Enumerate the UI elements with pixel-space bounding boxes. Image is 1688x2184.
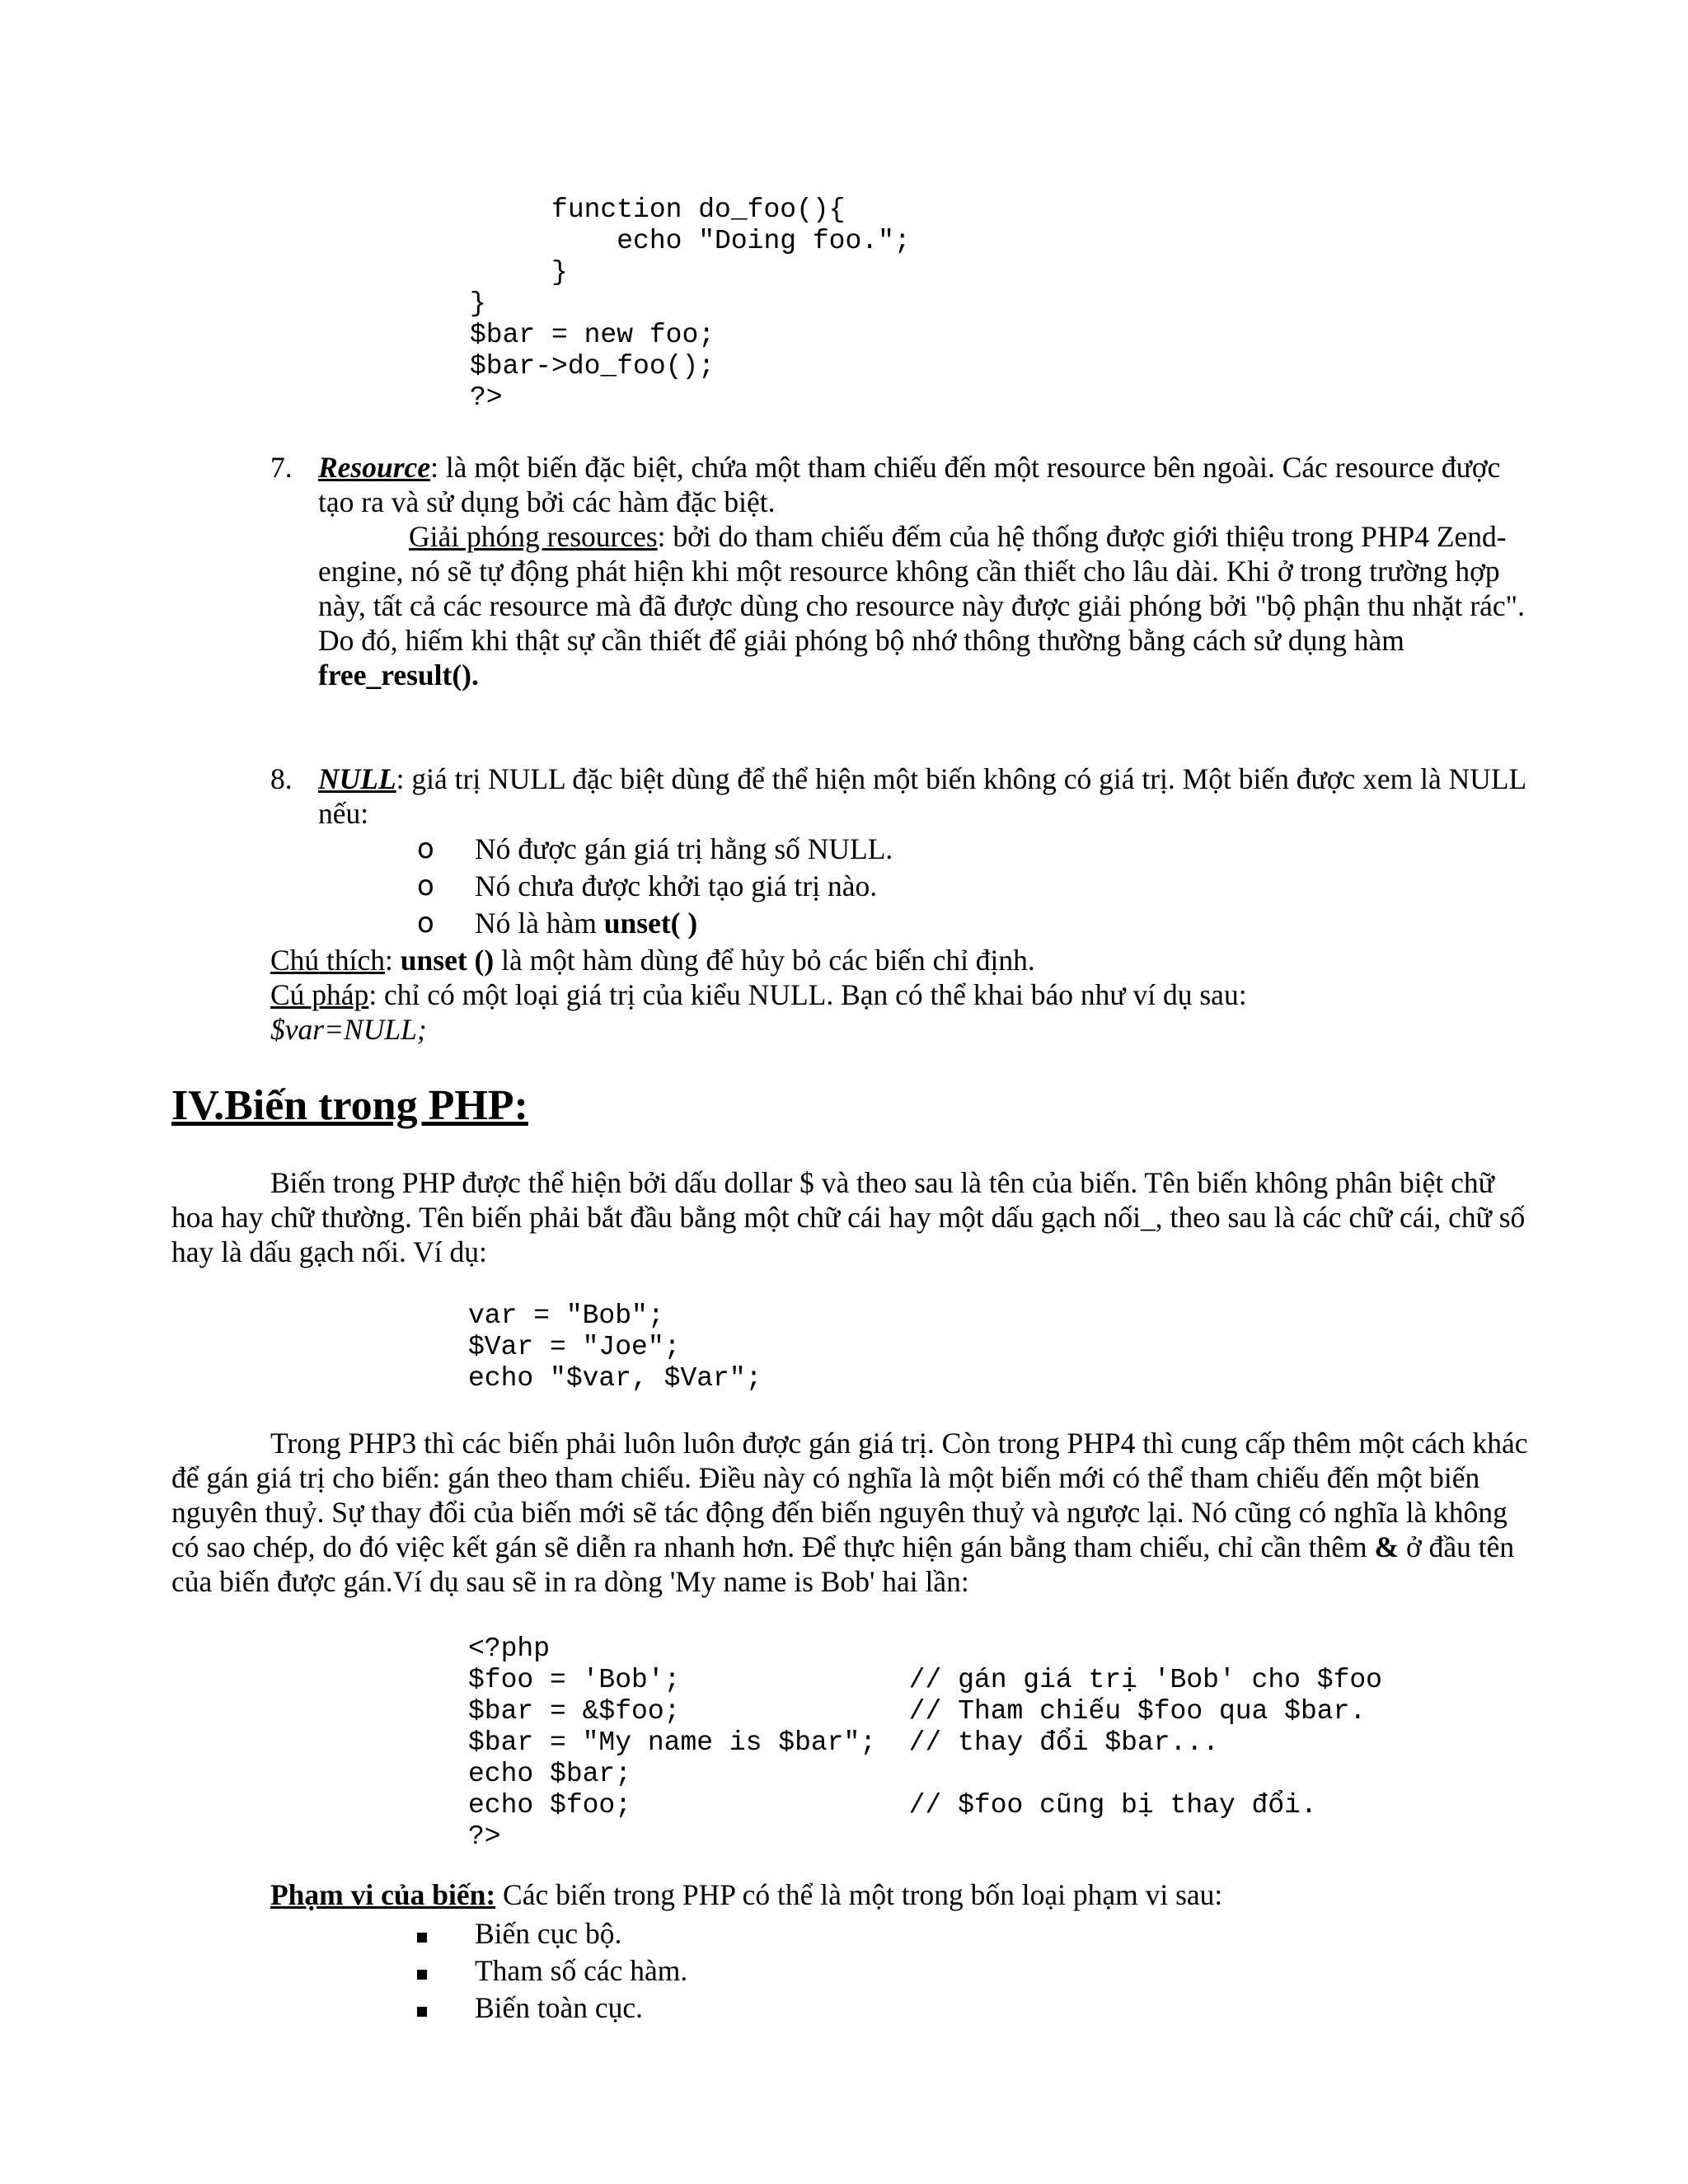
list-item-null [318, 762, 1538, 831]
list-item: Biến toàn cục. [417, 1990, 687, 2027]
resource-description: : là một biến đặc biệt, chứa một tham chiếu đến một resource bên ngoài. Các resource được tạo ra và sử dụng bởi các hàm đặc biệt. [318, 451, 1501, 518]
section-heading: IV.Biến trong PHP: [171, 1082, 528, 1129]
code-block-variables: var = "Bob"; $Var = "Joe"; echo "$var, $Var"; [468, 1301, 762, 1394]
list-item: Biến cục bộ. [417, 1915, 687, 1952]
reference-assignment-paragraph: Trong PHP3 thì các biến phải luôn luôn được gán giá trị. Còn trong PHP4 thì cung cấp thêm một cách khác để gán giá trị cho biến: gán theo tham chiếu. Điều này có nghĩa là một biến mới có thể tham chiếu đến một biến nguyên thuỷ. Sự thay đổi của biến mới sẽ tác động đến biến nguyên thuỷ và ngược lại. Nó cũng có nghĩa là không có sao chép, do đó việc kết gán sẽ diễn ra nhanh hơn. Để thực hiện gán bằng tham chiếu, chỉ cần thêm & ở đầu tên của biến được gán.Ví dụ sau sẽ in ra dòng 'My name is Bob' hai lần: [171, 1427, 1528, 1598]
list-item: o Nó được gán giá trị hằng số NULL. [417, 831, 893, 868]
bullet-o-icon: o [417, 832, 434, 865]
square-bullet-icon [417, 1952, 427, 1990]
term-resource: Resource [318, 451, 431, 484]
list-item: o Nó chưa được khởi tạo giá trị nào. [417, 868, 893, 905]
scope-label: Phạm vi của biến: [270, 1878, 496, 1911]
square-bullet-icon [417, 1990, 427, 2027]
note-function: unset () [400, 944, 495, 977]
list-item: Tham số các hàm. [417, 1952, 687, 1990]
list-number-8: 8. [270, 762, 293, 795]
term-null: NULL [318, 762, 396, 795]
list-item-resource [318, 450, 1538, 692]
function-free-result: free_result(). [318, 658, 479, 691]
code-block-reference: <?php $foo = 'Bob'; // gán giá trị 'Bob' cho $foo $bar = &$foo; // Tham chiếu $foo qua $bar. $bar = "My name is $bar"; // thay đổi $bar... echo $bar; echo $foo; // $foo cũng bị thay đổi. ?> [468, 1633, 1382, 1852]
null-conditions-list [417, 831, 893, 942]
free-resources-description: : bởi do tham chiếu đếm của hệ thống được giới thiệu trong PHP4 Zend-engine, nó sẽ tự động phát hiện khi một resource không cần thiết cho lâu dài. Khi ở trong trường hợp này, tất cả các resource mà đã được dùng cho resource này được giải phóng bởi "bộ phận thu nhặt rác". Do đó, hiếm khi thật sự cần thiết để giải phóng bộ nhớ thông thường bằng cách sử dụng hàm [318, 520, 1526, 657]
ampersand-operator: & [1374, 1530, 1400, 1563]
variable-scope-paragraph: Phạm vi của biến: Các biến trong PHP có thể là một trong bốn loại phạm vi sau: [270, 1878, 1223, 1911]
note-label: Chú thích [270, 944, 386, 977]
scope-list [417, 1915, 687, 2027]
syntax-label: Cú pháp [270, 978, 369, 1011]
list-item: o Nó là hàm unset( ) [417, 905, 893, 942]
null-notes: Chú thích: unset () là một hàm dùng để hủy bỏ các biến chỉ định. Cú pháp: chỉ có một loại giá trị của kiểu NULL. Bạn có thể khai báo như ví dụ sau: $var=NULL; [270, 944, 1247, 1046]
bullet-o-icon: o [417, 907, 434, 940]
null-description: : giá trị NULL đặc biệt dùng để thể hiện một biến không có giá trị. Một biến được xem là NULL nếu: [318, 762, 1526, 830]
list-number-7: 7. [270, 451, 293, 484]
variables-intro-paragraph: Biến trong PHP được thể hiện bởi dấu dollar $ và theo sau là tên của biến. Tên biến không phân biệt chữ hoa hay chữ thường. Tên biến phải bắt đầu bằng một chữ cái hay một dấu gạch nối_, theo sau là các chữ cái, chữ số hay là dấu gạch nối. Ví dụ: [171, 1166, 1526, 1268]
bullet-o-icon: o [417, 869, 434, 902]
null-example: $var=NULL; [270, 1013, 427, 1046]
code-block-class-foo: function do_foo(){ echo "Doing foo."; } } $bar = new foo; $bar->do_foo(); ?> [470, 194, 911, 413]
subterm-free-resources: Giải phóng resources [409, 520, 658, 553]
square-bullet-icon [417, 1915, 427, 1952]
